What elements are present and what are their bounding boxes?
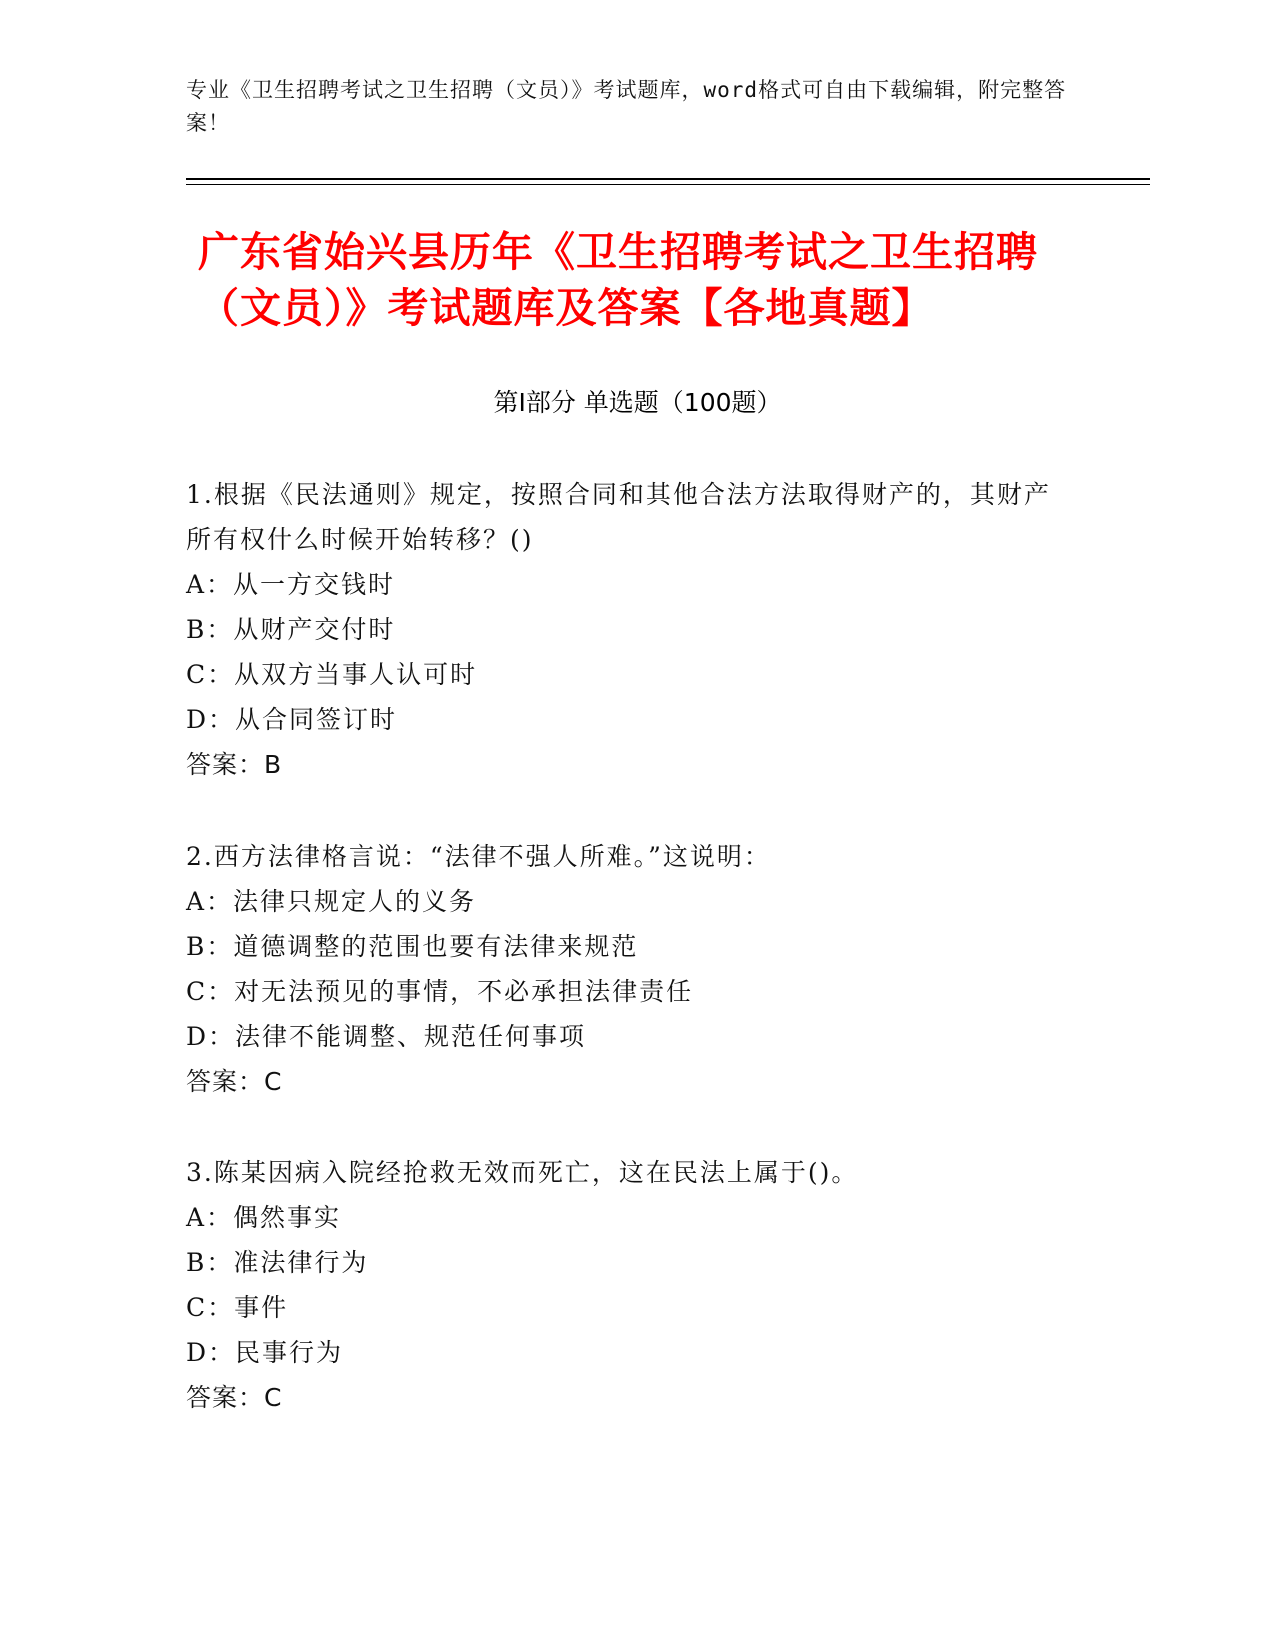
option-a: A：法律只规定人的义务 bbox=[186, 887, 477, 916]
answer-line: 答案：B bbox=[186, 750, 283, 779]
question-3 bbox=[186, 1150, 1066, 1420]
question-stem: 2.西方法律格言说：“法律不强人所难。”这说明： bbox=[186, 842, 771, 871]
header-note: 专业《卫生招聘考试之卫生招聘（文员）》考试题库，word格式可自由下载编辑，附完整答案！ bbox=[186, 78, 1067, 135]
header-divider-thin bbox=[186, 184, 1150, 185]
section-heading: 第Ⅰ部分 单选题（100题） bbox=[493, 388, 782, 417]
answer-line: 答案：C bbox=[186, 1383, 283, 1412]
option-d: D：法律不能调整、规范任何事项 bbox=[186, 1022, 587, 1051]
option-b: B：从财产交付时 bbox=[186, 615, 396, 644]
option-c: C：对无法预见的事情，不必承担法律责任 bbox=[186, 977, 694, 1006]
option-b: B：准法律行为 bbox=[186, 1248, 369, 1277]
question-2 bbox=[186, 834, 1066, 1104]
option-c: C：事件 bbox=[186, 1293, 289, 1322]
question-stem: 1.根据《民法通则》规定，按照合同和其他合法方法取得财产的，其财产所有权什么时候开始转移？() bbox=[186, 480, 1051, 554]
option-d: D：从合同签订时 bbox=[186, 705, 398, 734]
option-b: B：道德调整的范围也要有法律来规范 bbox=[186, 932, 639, 961]
answer-line: 答案：C bbox=[186, 1067, 283, 1096]
option-a: A：偶然事实 bbox=[186, 1203, 342, 1232]
option-a: A：从一方交钱时 bbox=[186, 570, 396, 599]
header-divider-thick bbox=[186, 178, 1150, 180]
document-title: 广东省始兴县历年《卫生招聘考试之卫生招聘（文员）》考试题库及答案【各地真题】 bbox=[198, 228, 1038, 332]
option-d: D：民事行为 bbox=[186, 1338, 344, 1367]
question-stem: 3.陈某因病入院经抢救无效而死亡，这在民法上属于()。 bbox=[186, 1158, 859, 1187]
question-1 bbox=[186, 472, 1066, 787]
option-c: C：从双方当事人认可时 bbox=[186, 660, 478, 689]
